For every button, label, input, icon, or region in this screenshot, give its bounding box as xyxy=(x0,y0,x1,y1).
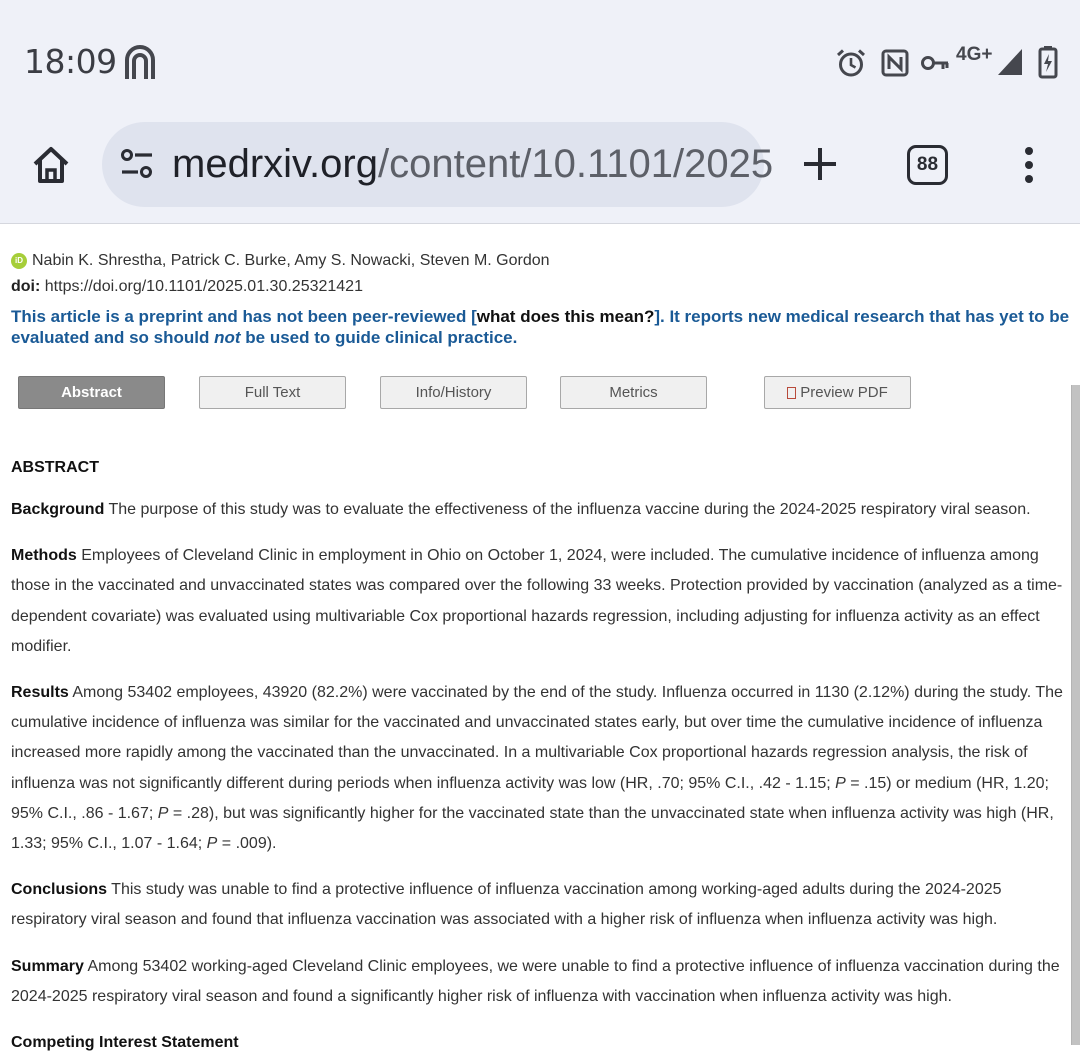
abstract-results xyxy=(11,678,1069,859)
tab-switcher-button[interactable]: 88 xyxy=(907,145,948,185)
abstract-methods xyxy=(11,541,1069,662)
author-list xyxy=(11,252,550,270)
doi-line xyxy=(11,278,363,296)
page-content xyxy=(0,225,1080,1052)
home-icon[interactable] xyxy=(28,142,74,188)
new-tab-icon[interactable] xyxy=(800,144,840,184)
network-type-label: 4G+ xyxy=(956,44,993,65)
abstract-summary xyxy=(11,952,1069,1012)
disclaimer-emphasis: not xyxy=(214,328,241,347)
section-text: Among 53402 working-aged Cleveland Clinic employees, we were unable to find a protective influence of influenza vaccination during the 2024-2025 respiratory viral season and found a significantly higher risk of influenza with vaccination when influenza activity was high. xyxy=(11,957,1060,1005)
preview-pdf-label: Preview PDF xyxy=(800,384,888,401)
section-text: This study was unable to find a protective influence of influenza vaccination among working-aged adults during the 2024-2025 respiratory viral season and found that influenza vaccination was associated with a higher risk of influenza when influenza activity was high. xyxy=(11,881,1002,929)
page-scrollbar[interactable] xyxy=(1071,385,1080,1045)
more-vert-icon[interactable] xyxy=(1012,144,1046,186)
authors-text[interactable]: Nabin K. Shrestha, Patrick C. Burke, Amy S. Nowacki, Steven M. Gordon xyxy=(32,252,550,269)
signal-icon xyxy=(996,47,1024,77)
p-value-symbol: P xyxy=(206,835,218,853)
disclaimer-text: This article is a preprint and has not been peer-reviewed [ xyxy=(11,307,477,326)
tab-metrics[interactable]: Metrics xyxy=(560,376,707,409)
orcid-icon[interactable]: iD xyxy=(11,253,27,269)
url-host: medrxiv.org xyxy=(172,142,378,186)
doi-label: doi: xyxy=(11,278,41,295)
section-label: Results xyxy=(11,684,69,702)
section-label: Conclusions xyxy=(11,881,108,899)
competing-interest-heading: Competing Interest Statement xyxy=(11,1034,239,1052)
section-text: Employees of Cleveland Clinic in employment in Ohio on October 1, 2024, were included. The cumulative incidence of influenza among those in the vaccinated and unvaccinated states was compared over the following 33 weeks. Protection provided by vaccination (analyzed as a time- dependent covariate) was evaluated using multivariable Cox proportional hazards regression, including adjusting for influenza activity as an effect modifier. xyxy=(11,547,1063,655)
browser-toolbar xyxy=(0,120,1080,224)
section-label: Summary xyxy=(11,957,84,975)
section-text: Among 53402 employees, 43920 (82.2%) were vaccinated by the end of the study. Influenza occurred in 1130 (2.12%) during the study. The cumulative incidence of influenza was similar for the vaccinated and unvaccinated states early, but over time the cumulative incidence of influenza increased more rapidly among the vaccinated than the unvaccinated. In a multivariable Cox proportional hazards regression analysis, the risk of influenza was not significantly different during periods when influenza activity was low (HR, .70; 95% C.I., .42 - 1.15; xyxy=(11,684,1063,792)
section-text: = .28), but was significantly higher for the vaccinated state than the unvaccinated state when influenza activity was high (HR, 1.33; 95% C.I., 1.07 - 1.64; xyxy=(11,804,1054,853)
tab-info-history[interactable]: Info/History xyxy=(380,376,527,409)
section-text: = .15) or medium (HR, 1.20; 95% C.I., .86 - 1.67; xyxy=(11,774,1049,822)
alarm-icon xyxy=(836,48,866,78)
address-bar[interactable] xyxy=(102,122,774,207)
tab-full-text[interactable]: Full Text xyxy=(199,376,346,409)
tab-abstract[interactable]: Abstract xyxy=(18,376,165,409)
pdf-file-icon xyxy=(787,387,796,399)
battery-charging-icon xyxy=(1038,45,1058,79)
url-text[interactable] xyxy=(172,140,774,188)
status-time: 18:09 xyxy=(24,42,117,81)
nfc-icon xyxy=(881,49,909,77)
doi-link[interactable]: https://doi.org/10.1101/2025.01.30.25321421 xyxy=(44,278,363,295)
section-label: Background xyxy=(11,501,105,518)
disclaimer-text-end: be used to guide clinical practice. xyxy=(240,328,518,347)
disclaimer-text-cont: ]. It reports new medical research that has yet to be evaluated and so should xyxy=(11,307,1070,347)
status-bar xyxy=(0,0,1080,120)
tab-preview-pdf[interactable] xyxy=(764,376,911,409)
section-label: Methods xyxy=(11,547,77,565)
preprint-disclaimer xyxy=(11,306,1071,348)
abstract-background xyxy=(11,495,1069,525)
p-value-symbol: P xyxy=(157,804,169,822)
vpn-key-icon xyxy=(920,52,950,74)
what-does-this-mean-link[interactable]: what does this mean? xyxy=(476,307,655,326)
abstract-heading: ABSTRACT xyxy=(11,459,99,476)
site-settings-icon[interactable] xyxy=(118,146,156,182)
section-text: The purpose of this study was to evaluate the effectiveness of the influenza vaccine during the 2024-2025 respiratory viral season. xyxy=(104,501,1031,518)
p-value-symbol: P xyxy=(835,774,846,792)
url-path: /content/10.1101/2025 xyxy=(377,142,774,186)
section-text: = .009). xyxy=(217,835,277,853)
abstract-conclusions xyxy=(11,875,1069,935)
notification-arch-icon xyxy=(124,44,156,80)
abstract-body xyxy=(11,495,1069,1058)
